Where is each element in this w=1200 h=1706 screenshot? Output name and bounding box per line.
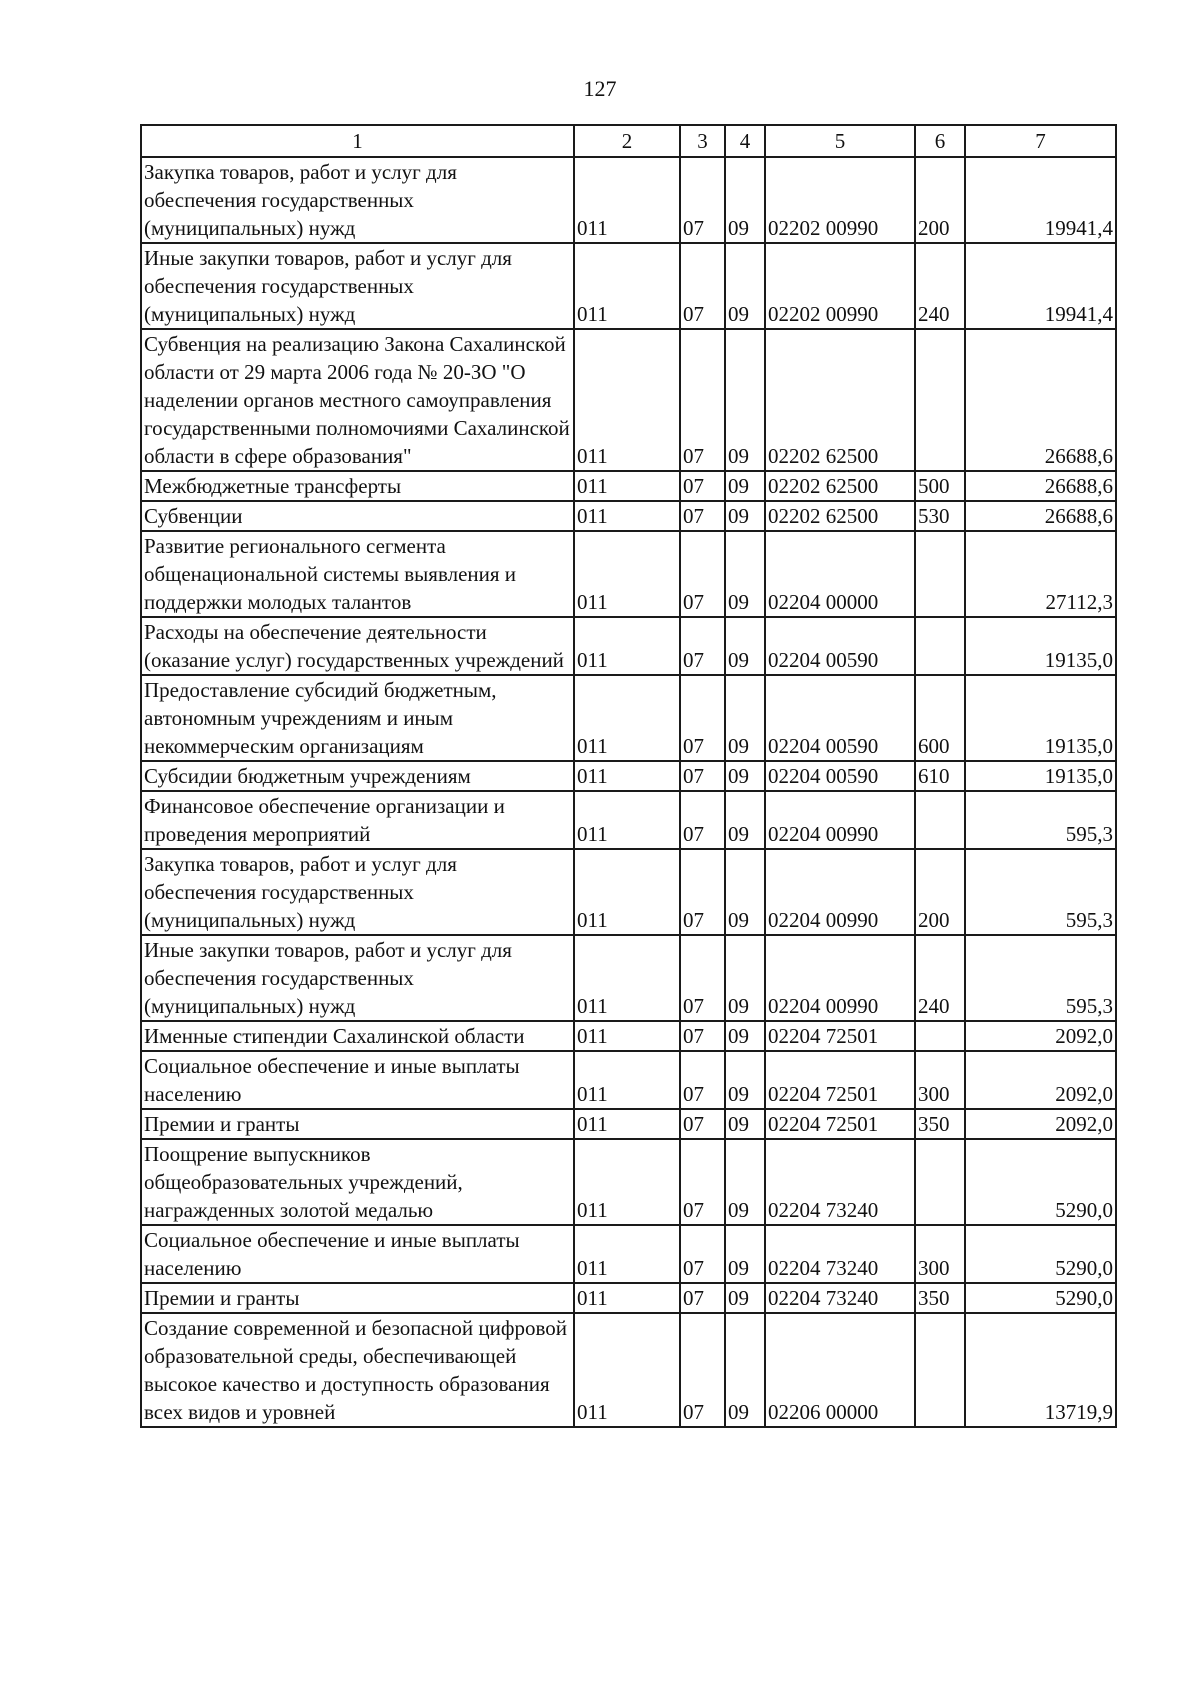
ministry-code-cell: 011 — [574, 791, 680, 849]
column-header: 7 — [965, 125, 1116, 157]
expense-type-cell — [915, 1021, 965, 1051]
expense-name-cell: Иные закупки товаров, работ и услуг для обеспечения государственных (муниципальных) нужд — [141, 935, 574, 1021]
section-code-cell: 07 — [680, 243, 725, 329]
section-code-cell: 07 — [680, 617, 725, 675]
target-article-cell: 02204 00590 — [765, 617, 915, 675]
ministry-code-cell: 011 — [574, 329, 680, 471]
ministry-code-cell: 011 — [574, 761, 680, 791]
subsection-code-cell: 09 — [725, 1021, 765, 1051]
target-article-cell: 02204 00590 — [765, 761, 915, 791]
expense-type-cell: 300 — [915, 1051, 965, 1109]
target-article-cell: 02206 00000 — [765, 1313, 915, 1427]
subsection-code-cell: 09 — [725, 471, 765, 501]
amount-cell: 595,3 — [965, 791, 1116, 849]
table-row — [141, 849, 1116, 935]
target-article-cell: 02202 62500 — [765, 501, 915, 531]
target-article-cell: 02204 00590 — [765, 675, 915, 761]
amount-cell: 19135,0 — [965, 675, 1116, 761]
subsection-code-cell: 09 — [725, 1283, 765, 1313]
expense-type-cell: 300 — [915, 1225, 965, 1283]
expense-type-cell: 500 — [915, 471, 965, 501]
amount-cell: 2092,0 — [965, 1051, 1116, 1109]
subsection-code-cell: 09 — [725, 329, 765, 471]
target-article-cell: 02204 00990 — [765, 935, 915, 1021]
section-code-cell: 07 — [680, 849, 725, 935]
expense-type-cell: 200 — [915, 157, 965, 243]
target-article-cell: 02202 00990 — [765, 243, 915, 329]
expense-name-cell: Именные стипендии Сахалинской области — [141, 1021, 574, 1051]
section-code-cell: 07 — [680, 1139, 725, 1225]
expense-name-cell: Расходы на обеспечение деятельности (оказание услуг) государственных учреждений — [141, 617, 574, 675]
ministry-code-cell: 011 — [574, 1225, 680, 1283]
section-code-cell: 07 — [680, 761, 725, 791]
amount-cell: 2092,0 — [965, 1109, 1116, 1139]
ministry-code-cell: 011 — [574, 531, 680, 617]
target-article-cell: 02204 72501 — [765, 1021, 915, 1051]
ministry-code-cell: 011 — [574, 157, 680, 243]
subsection-code-cell: 09 — [725, 1109, 765, 1139]
expense-name-cell: Премии и гранты — [141, 1109, 574, 1139]
table-row — [141, 675, 1116, 761]
target-article-cell: 02204 73240 — [765, 1225, 915, 1283]
expense-name-cell: Закупка товаров, работ и услуг для обеспечения государственных (муниципальных) нужд — [141, 157, 574, 243]
expense-name-cell: Иные закупки товаров, работ и услуг для обеспечения государственных (муниципальных) нужд — [141, 243, 574, 329]
target-article-cell: 02202 62500 — [765, 329, 915, 471]
budget-table — [140, 124, 1117, 1428]
ministry-code-cell: 011 — [574, 1139, 680, 1225]
expense-type-cell — [915, 1313, 965, 1427]
expense-name-cell: Социальное обеспечение и иные выплаты населению — [141, 1051, 574, 1109]
target-article-cell: 02204 00990 — [765, 791, 915, 849]
expense-type-cell: 350 — [915, 1283, 965, 1313]
expense-type-cell — [915, 617, 965, 675]
amount-cell: 5290,0 — [965, 1225, 1116, 1283]
amount-cell: 2092,0 — [965, 1021, 1116, 1051]
table-row — [141, 1051, 1116, 1109]
page-number: 127 — [583, 76, 617, 101]
expense-type-cell — [915, 329, 965, 471]
expense-name-cell: Межбюджетные трансферты — [141, 471, 574, 501]
ministry-code-cell: 011 — [574, 675, 680, 761]
ministry-code-cell: 011 — [574, 1313, 680, 1427]
table-row — [141, 1021, 1116, 1051]
expense-name-cell: Премии и гранты — [141, 1283, 574, 1313]
section-code-cell: 07 — [680, 675, 725, 761]
ministry-code-cell: 011 — [574, 501, 680, 531]
table-row — [141, 1283, 1116, 1313]
section-code-cell: 07 — [680, 1283, 725, 1313]
expense-name-cell: Субсидии бюджетным учреждениям — [141, 761, 574, 791]
subsection-code-cell: 09 — [725, 501, 765, 531]
expense-type-cell: 610 — [915, 761, 965, 791]
amount-cell: 5290,0 — [965, 1283, 1116, 1313]
amount-cell: 595,3 — [965, 935, 1116, 1021]
amount-cell: 595,3 — [965, 849, 1116, 935]
table-body — [141, 125, 1116, 1427]
subsection-code-cell: 09 — [725, 157, 765, 243]
subsection-code-cell: 09 — [725, 849, 765, 935]
column-header: 1 — [141, 125, 574, 157]
ministry-code-cell: 011 — [574, 471, 680, 501]
expense-name-cell: Закупка товаров, работ и услуг для обеспечения государственных (муниципальных) нужд — [141, 849, 574, 935]
target-article-cell: 02204 00990 — [765, 849, 915, 935]
table-row — [141, 1139, 1116, 1225]
expense-name-cell: Поощрение выпускников общеобразовательных учреждений, награжденных золотой медалью — [141, 1139, 574, 1225]
header-row — [141, 125, 1116, 157]
ministry-code-cell: 011 — [574, 849, 680, 935]
column-header: 4 — [725, 125, 765, 157]
target-article-cell: 02202 62500 — [765, 471, 915, 501]
section-code-cell: 07 — [680, 329, 725, 471]
amount-cell: 19135,0 — [965, 761, 1116, 791]
table-row — [141, 1225, 1116, 1283]
subsection-code-cell: 09 — [725, 617, 765, 675]
section-code-cell: 07 — [680, 501, 725, 531]
amount-cell: 26688,6 — [965, 501, 1116, 531]
expense-name-cell: Создание современной и безопасной цифровой образовательной среды, обеспечивающей высокое качество и доступность образования всех видов и уровней — [141, 1313, 574, 1427]
ministry-code-cell: 011 — [574, 1283, 680, 1313]
expense-type-cell — [915, 531, 965, 617]
amount-cell: 19941,4 — [965, 243, 1116, 329]
ministry-code-cell: 011 — [574, 617, 680, 675]
table-row — [141, 501, 1116, 531]
expense-name-cell: Финансовое обеспечение организации и проведения мероприятий — [141, 791, 574, 849]
subsection-code-cell: 09 — [725, 791, 765, 849]
table-row — [141, 761, 1116, 791]
expense-name-cell: Предоставление субсидий бюджетным, автономным учреждениям и иным некоммерческим организациям — [141, 675, 574, 761]
section-code-cell: 07 — [680, 935, 725, 1021]
subsection-code-cell: 09 — [725, 1225, 765, 1283]
section-code-cell: 07 — [680, 157, 725, 243]
expense-type-cell — [915, 1139, 965, 1225]
amount-cell: 19135,0 — [965, 617, 1116, 675]
column-header: 5 — [765, 125, 915, 157]
expense-name-cell: Субвенции — [141, 501, 574, 531]
amount-cell: 13719,9 — [965, 1313, 1116, 1427]
expense-type-cell: 200 — [915, 849, 965, 935]
column-header: 2 — [574, 125, 680, 157]
column-header: 3 — [680, 125, 725, 157]
column-header: 6 — [915, 125, 965, 157]
table-row — [141, 617, 1116, 675]
table-row — [141, 243, 1116, 329]
ministry-code-cell: 011 — [574, 243, 680, 329]
table-row — [141, 1109, 1116, 1139]
ministry-code-cell: 011 — [574, 1109, 680, 1139]
subsection-code-cell: 09 — [725, 1051, 765, 1109]
target-article-cell: 02204 73240 — [765, 1139, 915, 1225]
target-article-cell: 02202 00990 — [765, 157, 915, 243]
section-code-cell: 07 — [680, 791, 725, 849]
amount-cell: 26688,6 — [965, 329, 1116, 471]
section-code-cell: 07 — [680, 1051, 725, 1109]
expense-type-cell: 240 — [915, 935, 965, 1021]
section-code-cell: 07 — [680, 1109, 725, 1139]
amount-cell: 26688,6 — [965, 471, 1116, 501]
subsection-code-cell: 09 — [725, 1139, 765, 1225]
target-article-cell: 02204 73240 — [765, 1283, 915, 1313]
table-row — [141, 791, 1116, 849]
expense-type-cell: 530 — [915, 501, 965, 531]
expense-type-cell: 600 — [915, 675, 965, 761]
section-code-cell: 07 — [680, 1021, 725, 1051]
expense-type-cell: 240 — [915, 243, 965, 329]
table-row — [141, 157, 1116, 243]
expense-name-cell: Субвенция на реализацию Закона Сахалинской области от 29 марта 2006 года № 20-ЗО "О наделении органов местного самоуправления государственными полномочиями Сахалинской области в сфере образования" — [141, 329, 574, 471]
section-code-cell: 07 — [680, 531, 725, 617]
subsection-code-cell: 09 — [725, 531, 765, 617]
amount-cell: 19941,4 — [965, 157, 1116, 243]
subsection-code-cell: 09 — [725, 761, 765, 791]
amount-cell: 5290,0 — [965, 1139, 1116, 1225]
target-article-cell: 02204 00000 — [765, 531, 915, 617]
table-row — [141, 471, 1116, 501]
target-article-cell: 02204 72501 — [765, 1051, 915, 1109]
table-row — [141, 531, 1116, 617]
expense-type-cell: 350 — [915, 1109, 965, 1139]
ministry-code-cell: 011 — [574, 1051, 680, 1109]
subsection-code-cell: 09 — [725, 675, 765, 761]
subsection-code-cell: 09 — [725, 243, 765, 329]
expense-name-cell: Социальное обеспечение и иные выплаты населению — [141, 1225, 574, 1283]
ministry-code-cell: 011 — [574, 1021, 680, 1051]
expense-name-cell: Развитие регионального сегмента общенациональной системы выявления и поддержки молодых талантов — [141, 531, 574, 617]
table-row — [141, 935, 1116, 1021]
section-code-cell: 07 — [680, 471, 725, 501]
amount-cell: 27112,3 — [965, 531, 1116, 617]
table-row — [141, 1313, 1116, 1427]
target-article-cell: 02204 72501 — [765, 1109, 915, 1139]
subsection-code-cell: 09 — [725, 1313, 765, 1427]
expense-type-cell — [915, 791, 965, 849]
ministry-code-cell: 011 — [574, 935, 680, 1021]
table-row — [141, 329, 1116, 471]
section-code-cell: 07 — [680, 1225, 725, 1283]
section-code-cell: 07 — [680, 1313, 725, 1427]
subsection-code-cell: 09 — [725, 935, 765, 1021]
